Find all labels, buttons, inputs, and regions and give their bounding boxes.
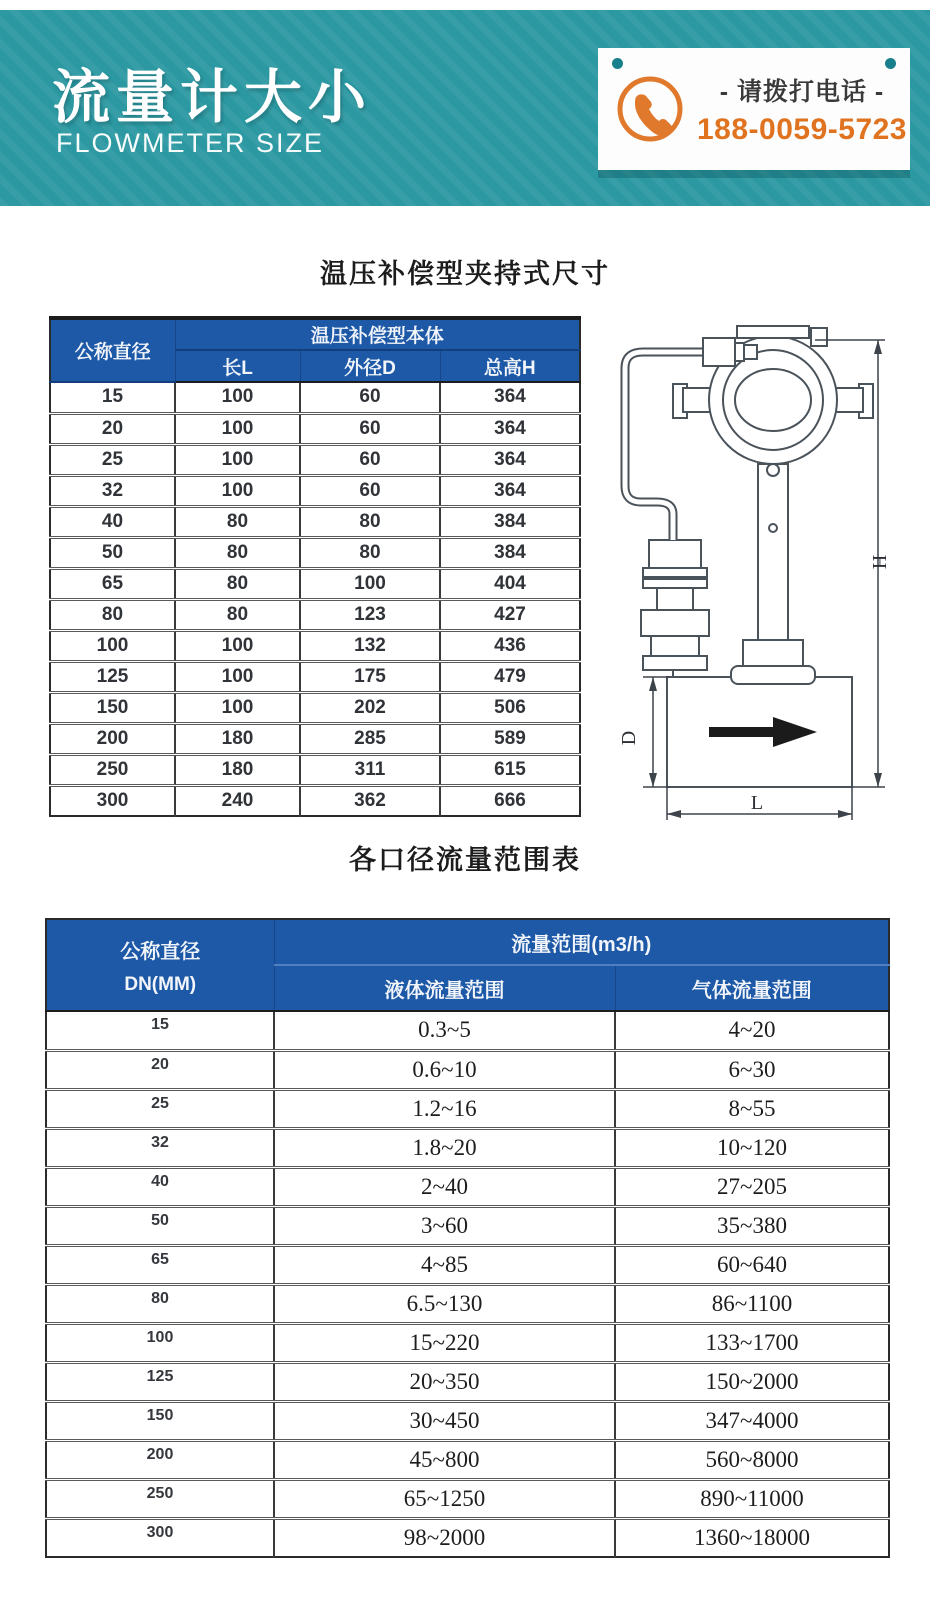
dn-cell: 80 bbox=[46, 1284, 274, 1323]
col-header-outer-diameter: 外径D bbox=[300, 350, 440, 382]
total-height-cell: 436 bbox=[440, 630, 580, 661]
table-row bbox=[46, 1050, 889, 1089]
dn-cell: 150 bbox=[50, 692, 175, 723]
table-row bbox=[50, 537, 580, 568]
total-height-cell: 384 bbox=[440, 506, 580, 537]
length-cell: 180 bbox=[175, 754, 300, 785]
dn-cell: 250 bbox=[50, 754, 175, 785]
table-row bbox=[50, 754, 580, 785]
page-subtitle: FLOWMETER SIZE bbox=[56, 128, 325, 158]
pin-dot-left bbox=[612, 58, 623, 69]
table-row bbox=[50, 723, 580, 754]
length-cell: 100 bbox=[175, 382, 300, 413]
total-height-cell: 364 bbox=[440, 413, 580, 444]
table-row bbox=[46, 1479, 889, 1518]
table-row bbox=[50, 661, 580, 692]
outer-diameter-cell: 285 bbox=[300, 723, 440, 754]
gas-range-cell: 1360~18000 bbox=[694, 1524, 810, 1550]
liquid-range-cell: 4~85 bbox=[274, 1245, 615, 1284]
liquid-range-cell: 1.2~16 bbox=[274, 1089, 615, 1128]
gas-range-cell: 4~20 bbox=[615, 1011, 889, 1050]
total-height-cell: 364 bbox=[440, 382, 580, 413]
liquid-range-cell: 6.5~130 bbox=[274, 1284, 615, 1323]
table-row bbox=[46, 1206, 889, 1245]
col-header-liquid-range: 液体流量范围 bbox=[274, 965, 615, 1011]
length-cell: 180 bbox=[175, 723, 300, 754]
dn-cell: 20 bbox=[46, 1050, 274, 1089]
dn-cell: 300 bbox=[50, 785, 175, 816]
phone-card-text bbox=[694, 72, 910, 147]
table-row bbox=[50, 785, 580, 816]
dn-cell: 40 bbox=[50, 506, 175, 537]
dn-cell: 15 bbox=[50, 382, 175, 413]
outer-diameter-cell: 123 bbox=[300, 599, 440, 630]
col-header-nominal-diameter: 公称直径 bbox=[50, 318, 175, 382]
table-row bbox=[46, 1245, 889, 1284]
dn-cell: 50 bbox=[46, 1206, 274, 1245]
table-row bbox=[50, 413, 580, 444]
length-cell: 100 bbox=[175, 661, 300, 692]
total-height-cell: 384 bbox=[440, 537, 580, 568]
section2-title: 各口径流量范围表 bbox=[349, 845, 581, 875]
liquid-range-cell: 98~2000 bbox=[274, 1518, 615, 1557]
dim-label-l: L bbox=[750, 792, 764, 814]
outer-diameter-cell: 60 bbox=[300, 413, 440, 444]
outer-diameter-cell: 60 bbox=[300, 475, 440, 506]
outer-diameter-cell: 60 bbox=[300, 382, 440, 413]
gas-range-cell: 6~30 bbox=[615, 1050, 889, 1089]
gas-range-cell: 890~11000 bbox=[615, 1479, 889, 1518]
length-cell: 100 bbox=[175, 692, 300, 723]
gas-range-cell: 133~1700 bbox=[615, 1323, 889, 1362]
flow-range-table bbox=[45, 918, 890, 1558]
total-height-cell: 666 bbox=[494, 789, 526, 811]
outer-diameter-cell: 132 bbox=[300, 630, 440, 661]
table-row bbox=[46, 1518, 889, 1557]
outer-diameter-cell: 60 bbox=[300, 444, 440, 475]
dim-label-h: H bbox=[868, 554, 890, 570]
group-header-flow-range: 流量范围(m3/h) bbox=[274, 919, 889, 965]
table-row bbox=[46, 1440, 889, 1479]
dn-cell: 300 bbox=[46, 1518, 274, 1557]
table-row bbox=[50, 506, 580, 537]
total-height-cell: 615 bbox=[440, 754, 580, 785]
page-title: 流量计大小 bbox=[52, 65, 373, 130]
dn-cell: 20 bbox=[50, 413, 175, 444]
dn-cell: 50 bbox=[50, 537, 175, 568]
phone-number: 188-0059-5723 bbox=[696, 112, 907, 146]
outer-diameter-cell: 80 bbox=[300, 506, 440, 537]
table-row bbox=[50, 692, 580, 723]
gas-range-cell: 347~4000 bbox=[615, 1401, 889, 1440]
gas-range-cell: 27~205 bbox=[615, 1167, 889, 1206]
dn-cell: 25 bbox=[46, 1089, 274, 1128]
outer-diameter-cell: 80 bbox=[300, 537, 440, 568]
length-cell: 80 bbox=[175, 537, 300, 568]
table-row bbox=[50, 568, 580, 599]
length-cell: 240 bbox=[175, 785, 300, 816]
length-cell: 80 bbox=[175, 599, 300, 630]
dn-cell: 250 bbox=[46, 1479, 274, 1518]
length-cell: 80 bbox=[175, 506, 300, 537]
gas-range-cell: 8~55 bbox=[615, 1089, 889, 1128]
liquid-range-cell: 0.6~10 bbox=[274, 1050, 615, 1089]
call-prompt: - 请拨打电话 - bbox=[719, 77, 885, 106]
liquid-range-cell: 3~60 bbox=[274, 1206, 615, 1245]
liquid-range-cell: 65~1250 bbox=[274, 1479, 615, 1518]
length-cell: 80 bbox=[175, 568, 300, 599]
table-row bbox=[46, 1128, 889, 1167]
gas-range-cell: 35~380 bbox=[615, 1206, 889, 1245]
table-row bbox=[46, 1167, 889, 1206]
total-height-cell: 364 bbox=[440, 475, 580, 506]
total-height-cell: 506 bbox=[440, 692, 580, 723]
dn-cell: 25 bbox=[50, 444, 175, 475]
dn-cell: 15 bbox=[46, 1011, 274, 1050]
length-cell: 100 bbox=[175, 413, 300, 444]
length-cell: 100 bbox=[175, 475, 300, 506]
liquid-range-cell: 1.8~20 bbox=[274, 1128, 615, 1167]
table-row bbox=[46, 1089, 889, 1128]
table-row bbox=[50, 382, 580, 413]
col-header-dn-line1: 公称直径 bbox=[120, 940, 201, 963]
liquid-range-cell: 2~40 bbox=[274, 1167, 615, 1206]
total-height-cell: 404 bbox=[440, 568, 580, 599]
dn-cell: 65 bbox=[46, 1245, 274, 1284]
group-header-body: 温压补偿型本体 bbox=[175, 318, 580, 350]
table-row bbox=[50, 630, 580, 661]
liquid-range-cell: 45~800 bbox=[274, 1440, 615, 1479]
dim-label-d: D bbox=[618, 730, 640, 746]
outer-diameter-cell: 362 bbox=[300, 785, 440, 816]
dn-cell: 150 bbox=[46, 1401, 274, 1440]
outer-diameter-cell: 175 bbox=[300, 661, 440, 692]
table-row bbox=[46, 1401, 889, 1440]
dn-cell: 100 bbox=[50, 630, 175, 661]
gas-range-cell: 10~120 bbox=[615, 1128, 889, 1167]
total-height-cell: 589 bbox=[440, 723, 580, 754]
length-cell: 100 bbox=[175, 630, 300, 661]
table-row bbox=[50, 444, 580, 475]
outer-diameter-cell: 311 bbox=[300, 754, 440, 785]
gas-range-cell: 560~8000 bbox=[615, 1440, 889, 1479]
gas-range-cell: 86~1100 bbox=[615, 1284, 889, 1323]
liquid-range-cell: 15~220 bbox=[274, 1323, 615, 1362]
dimensions-table bbox=[49, 316, 581, 817]
table-row bbox=[46, 1284, 889, 1323]
dn-cell: 32 bbox=[50, 475, 175, 506]
col-header-total-height: 总高H bbox=[440, 350, 580, 382]
phone-icon bbox=[614, 73, 686, 145]
dn-cell: 80 bbox=[50, 599, 175, 630]
phone-card bbox=[598, 48, 910, 170]
table-row bbox=[50, 475, 580, 506]
table-row bbox=[46, 1323, 889, 1362]
pin-dot-right bbox=[885, 58, 896, 69]
dn-cell: 65 bbox=[50, 568, 175, 599]
outer-diameter-cell: 202 bbox=[300, 692, 440, 723]
table-row bbox=[46, 1011, 889, 1050]
gas-range-cell: 150~2000 bbox=[615, 1362, 889, 1401]
hero-banner bbox=[0, 10, 930, 206]
dn-cell: 40 bbox=[46, 1167, 274, 1206]
liquid-range-cell: 0.3~5 bbox=[274, 1011, 615, 1050]
col-header-length: 长L bbox=[175, 350, 300, 382]
section1-title: 温压补偿型夹持式尺寸 bbox=[320, 259, 610, 289]
col-header-dn bbox=[46, 919, 274, 1011]
outer-diameter-cell: 100 bbox=[300, 568, 440, 599]
dn-cell: 32 bbox=[46, 1128, 274, 1167]
col-header-dn-line2: DN(MM) bbox=[124, 973, 197, 995]
table-row bbox=[46, 1362, 889, 1401]
col-header-gas-range: 气体流量范围 bbox=[615, 965, 889, 1011]
dn-cell: 200 bbox=[46, 1440, 274, 1479]
total-height-cell: 427 bbox=[440, 599, 580, 630]
length-cell: 100 bbox=[175, 444, 300, 475]
dn-cell: 125 bbox=[46, 1362, 274, 1401]
flowmeter-diagram bbox=[585, 300, 915, 825]
total-height-cell: 479 bbox=[440, 661, 580, 692]
table-row bbox=[50, 599, 580, 630]
liquid-range-cell: 30~450 bbox=[274, 1401, 615, 1440]
liquid-range-cell: 20~350 bbox=[274, 1362, 615, 1401]
dn-cell: 100 bbox=[46, 1323, 274, 1362]
dn-cell: 200 bbox=[50, 723, 175, 754]
dn-cell: 125 bbox=[50, 661, 175, 692]
gas-range-cell: 60~640 bbox=[615, 1245, 889, 1284]
total-height-cell: 364 bbox=[440, 444, 580, 475]
